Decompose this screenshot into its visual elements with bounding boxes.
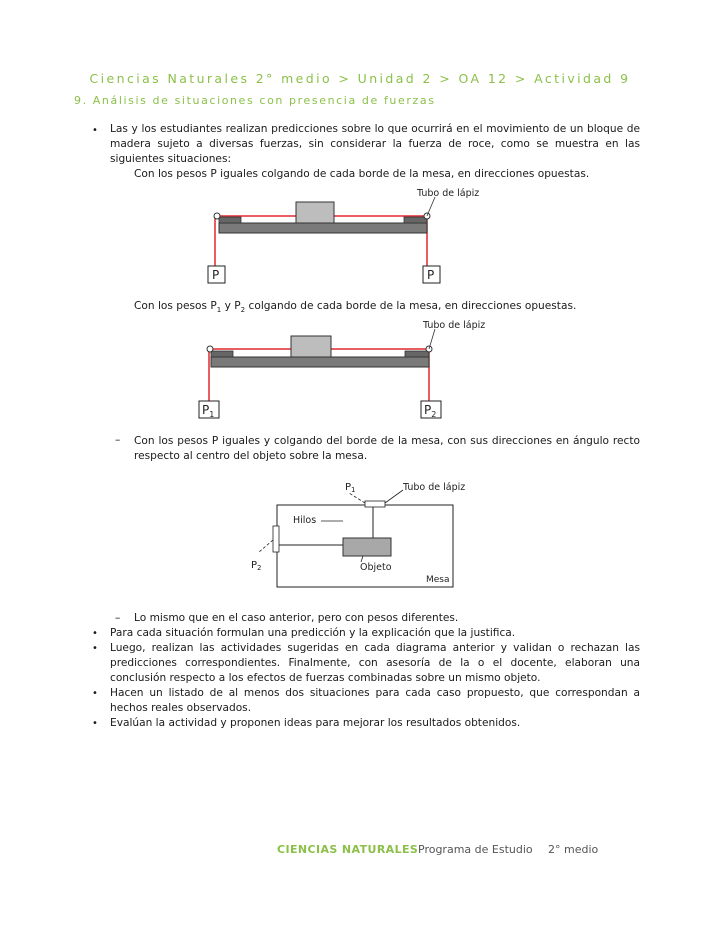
pad-left [219,217,241,223]
weight-right-label: P [427,268,435,282]
p2-label: P [251,560,258,571]
pad-right [404,217,427,223]
pad-right [405,351,429,357]
bullet3-text: Luego, realizan las actividades sugeridas en cada diagrama anterior y validan o rechazan las predicciones correspondientes. Finalmente, con asesoría de la o el docente, elaboran una conclusión respecto a los efectos de fuerzas combinadas sobre un mismo objeto. [110,642,640,684]
object-label: Objeto [360,562,392,573]
weight-left-label: P [212,268,220,282]
tube-label: Tubo de lápiz [423,320,486,331]
pad-left [211,351,233,357]
bullet-marker: • [92,125,98,136]
p1-label: P [345,482,352,493]
bullet-marker: • [92,643,98,654]
tube-top [365,501,385,507]
intro-paragraph: Las y los estudiantes realizan predicciones sobre lo que ocurrirá en el movimiento de un bloque de madera sujeto a diversas fuerzas, sin considerar la fuerza de roce, como se muestra en las siguientes situaciones: [110,123,640,165]
weight-left-sub: 1 [209,410,215,419]
dash-marker: – [115,612,121,624]
bullet5-text: Evalúan la actividad y proponen ideas para mejorar los resultados obtenidos. [110,717,521,729]
tube-left [273,526,279,552]
diagram-equal-weights [205,183,495,288]
bullet-marker: • [92,688,98,699]
diagram-right-angle [245,478,485,590]
table-label: Mesa [426,575,450,585]
weight-left-label: P [202,403,210,417]
case2-text [134,300,576,314]
bullet2-text: Para cada situación formulan una predicción y la explicación que la justifica. [110,627,516,639]
case2-pre: Con los pesos P [134,300,217,312]
case4-text: Lo mismo que en el caso anterior, pero con pesos diferentes. [134,612,459,624]
case2-post: colgando de cada borde de la mesa, en direcciones opuestas. [245,300,577,312]
case2-mid: y P [221,300,241,312]
footer-program: Programa de Estudio [418,843,533,856]
case2-sub2: 2 [240,306,246,315]
footer-subject: CIENCIAS NATURALES [277,843,419,856]
weight-right-label: P [424,403,432,417]
object-block [343,538,391,556]
bullet-marker: • [92,628,98,639]
header-title: Ciencias Naturales 2° medio > Unidad 2 > OA 12 > Actividad 9 [89,71,631,86]
wooden-block [296,202,334,223]
section-title: 9. Análisis de situaciones con presencia de fuerzas [74,94,436,107]
bullet4-text: Hacen un listado de al menos dos situaciones para cada caso propuesto, que correspondan a hechos reales observados. [110,687,640,714]
pulley-left [214,213,220,219]
case1-text: Con los pesos P iguales colgando de cada borde de la mesa, en direcciones opuestas. [134,168,590,180]
threads-label: Hilos [293,515,317,526]
p1-sub: 1 [351,486,356,494]
weight-right-sub: 2 [431,410,437,419]
pulley-left [207,346,213,352]
p2-sub: 2 [257,564,262,572]
tube-label: Tubo de lápiz [403,482,466,493]
case2-sub1: 1 [216,306,222,315]
svg-text:P2 [251,560,262,572]
tube-label: Tubo de lápiz [417,188,480,199]
footer-level: 2° medio [548,843,599,856]
table-bar [211,357,429,367]
dash-marker: – [115,434,121,446]
bullet-marker: • [92,718,98,729]
table-bar [219,223,427,233]
wooden-block [291,336,331,357]
case3-text: Con los pesos P iguales y colgando del borde de la mesa, con sus direcciones en ángulo recto respecto al centro del objeto sobre la mesa. [134,435,640,462]
diagram-different-weights [195,317,495,422]
svg-text:P1 [345,482,356,494]
